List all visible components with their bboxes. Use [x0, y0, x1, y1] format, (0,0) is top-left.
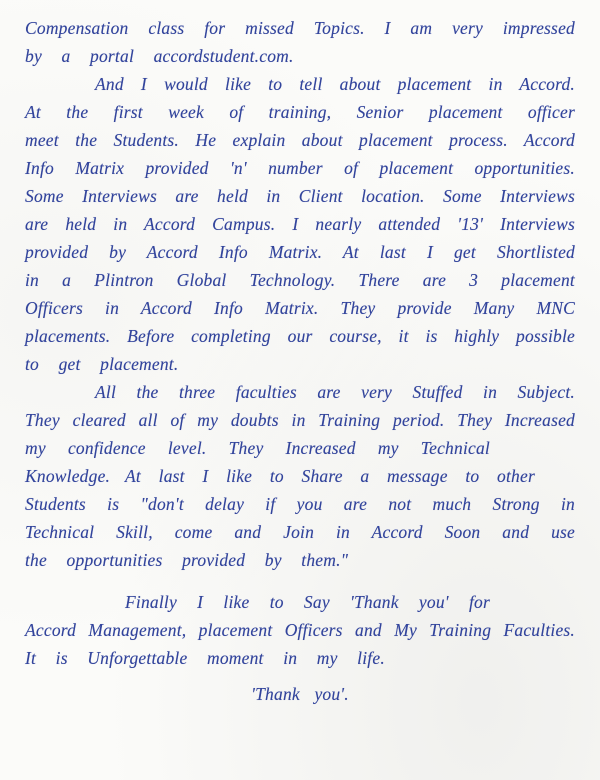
- handwritten-line: Students is "don't delay if you are not much Strong in: [25, 494, 575, 514]
- handwritten-line: placements. Before completing our course, it is highly possible: [25, 326, 575, 346]
- handwritten-line: Officers in Accord Info Matrix. They provide Many MNC: [25, 298, 575, 318]
- handwritten-line: At the first week of training, Senior placement officer: [25, 102, 575, 122]
- handwritten-line: by a portal accordstudent.com.: [25, 46, 294, 66]
- handwritten-line: It is Unforgettable moment in my life.: [25, 648, 385, 668]
- handwritten-line: Technical Skill, come and Join in Accord Soon and use: [25, 522, 575, 542]
- handwritten-closing: 'Thank you'.: [251, 684, 349, 704]
- handwritten-line: Accord Management, placement Officers and My Training Faculties.: [25, 620, 575, 640]
- handwritten-line: At last I like to Share a message to other: [125, 466, 535, 486]
- handwritten-line: the opportunities provided by them.": [25, 550, 349, 570]
- handwritten-line: provided by Accord Info Matrix. At last I get Shortlisted: [25, 242, 575, 262]
- handwritten-line: my confidence level. They Increased my Technical Knowledge.: [25, 438, 490, 486]
- handwritten-line: They cleared all of my doubts in Training period. They Increased: [25, 410, 575, 430]
- handwritten-line: Some Interviews are held in Client location. Some Interviews: [25, 186, 575, 206]
- handwritten-line: Info Matrix provided 'n' number of placement opportunities.: [25, 158, 575, 178]
- handwritten-line: And I would like to tell about placement in Accord.: [95, 74, 575, 94]
- handwritten-line: Finally I like to Say 'Thank you' for: [125, 592, 490, 612]
- handwritten-line: meet the Students. He explain about placement process. Accord: [25, 130, 575, 150]
- handwritten-line: in a Plintron Global Technology. There are 3 placement: [25, 270, 575, 290]
- handwritten-line: All the three faculties are very Stuffed in Subject.: [95, 382, 575, 402]
- handwritten-line: to get placement.: [25, 354, 179, 374]
- handwritten-line: Compensation class for missed Topics. I am very impressed: [25, 18, 575, 38]
- handwritten-line: are held in Accord Campus. I nearly attended '13' Interviews: [25, 214, 575, 234]
